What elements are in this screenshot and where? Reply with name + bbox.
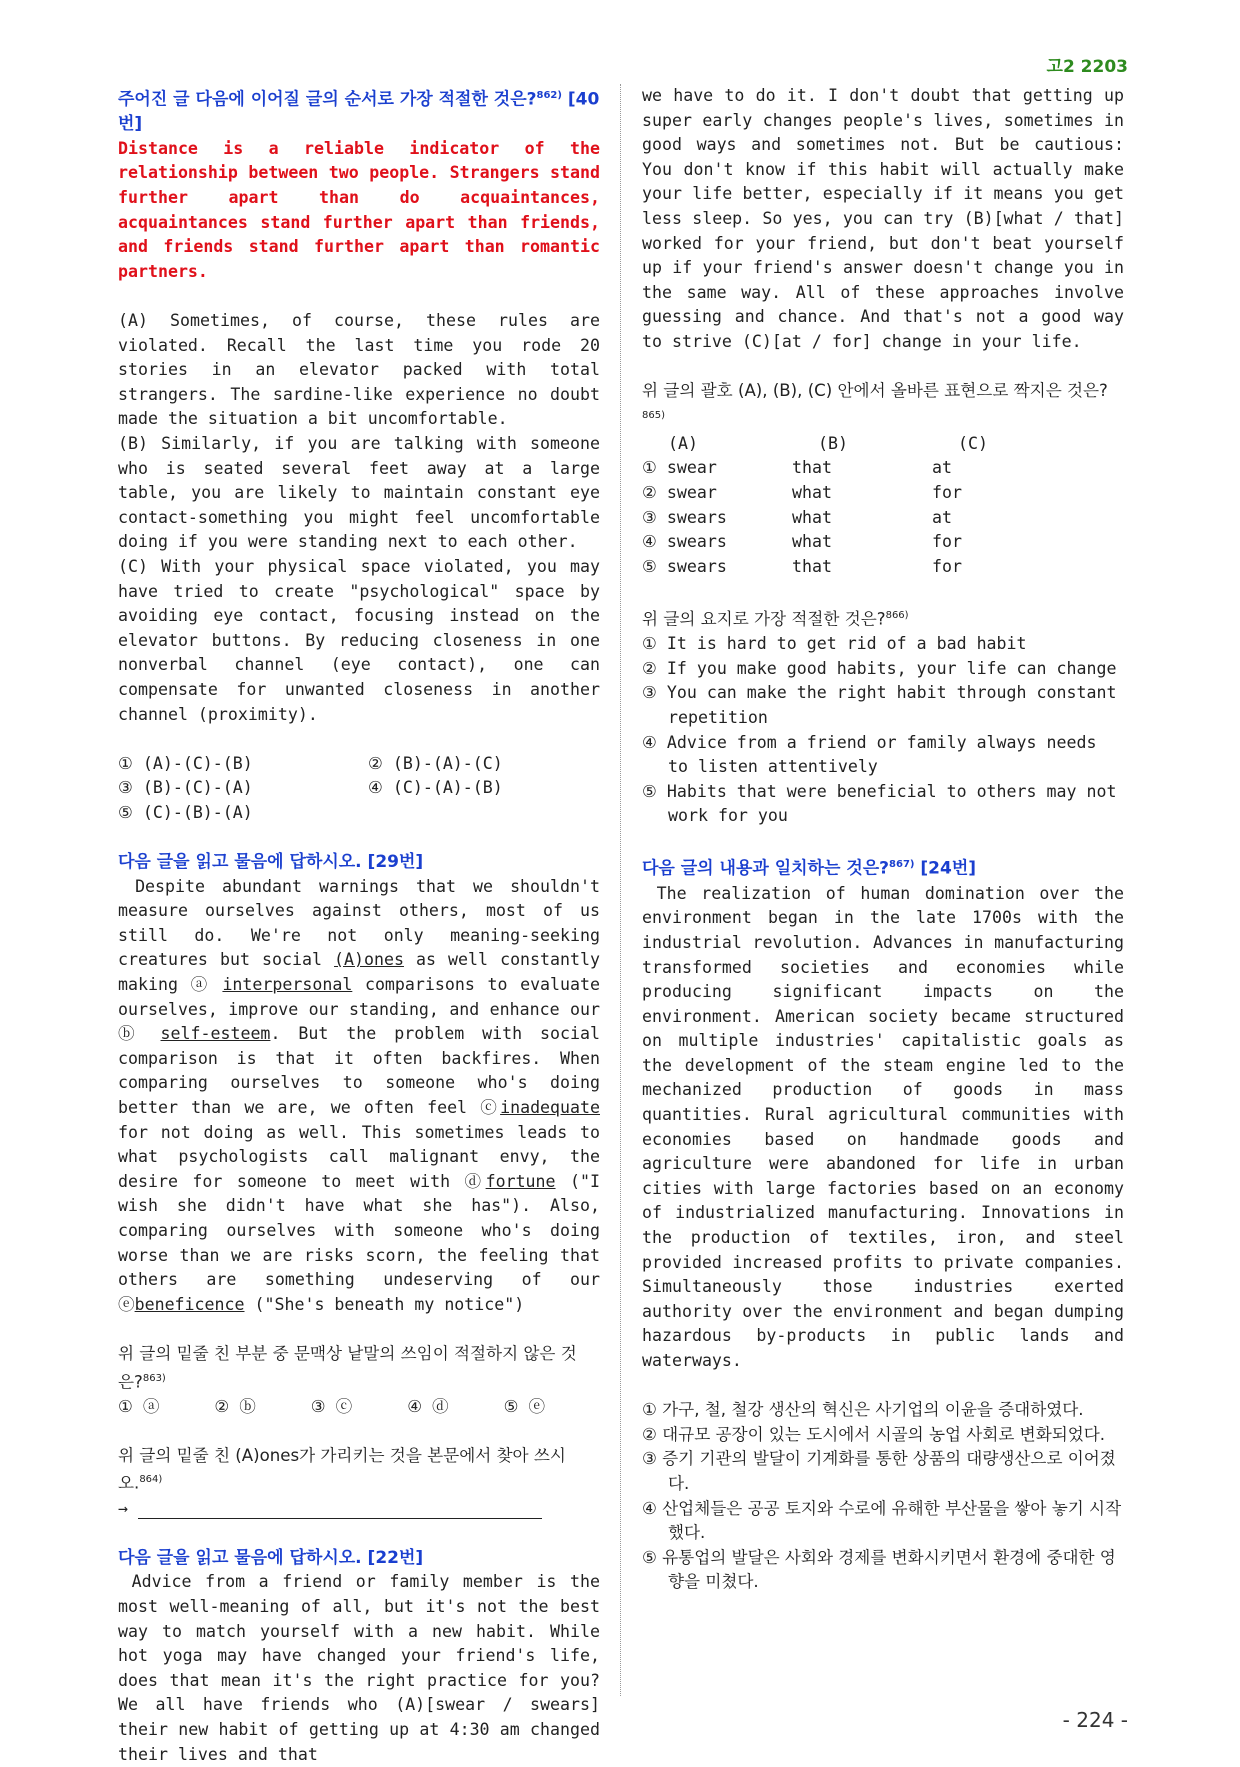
q22-sub2-option[interactable]: ① It is hard to get rid of a bad habit [642,634,1027,654]
column-divider [620,84,621,1696]
q22-passage-part1: Advice from a friend or family member is the most well-meaning of all, but it's not the best way to match yourself with a new habit. While hot yoga may have changed your friend's life, does that mean it's the right practice for you? We all have friends who (A)[swear / swears] their new habit of getting up at 4:30 am changed their lives and that [118,1572,600,1764]
exam-code: 고2 2203 [1046,57,1128,77]
q29-sub2-question: 위 글의 밑줄 친 (A)ones가 가리키는 것을 본문에서 찾아 쓰시오.$^{864)}$ [118,1445,566,1493]
q40-option[interactable]: ③ (B)-(C)-(A) [118,778,253,798]
q24-option[interactable]: ④ 산업체들은 공공 토지와 수로에 유해한 부산물을 쌓아 놓기 시작했다. [642,1498,1122,1543]
q22-sub1-row[interactable]: ① swear that at [642,458,952,478]
q29-sub1-option[interactable]: ④ ⓓ [407,1396,449,1416]
q29-passage: Despite abundant warnings that we shouldn't measure ourselves against others, most of us still do. We're not only meaning-seeking creatures but social (A)ones as well constantly making ⓐ interpersonal comparisons to evaluate ourselves, improve our standing, and enhance our ⓑ self-esteem. But the problem with social comparison is that it often backfires. When comparing ourselves to someone who's doing better than we are, we often feel ⓒinadequate for not doing as well. This sometimes leads to what psychologists call malignant envy, the desire for someone to meet with ⓓfortune ("I wish she didn't have what she has"). Also, comparing ourselves with someone who's doing worse than we are risks scorn, the feeling that others are something undeserving of our ⓔbeneficence ("She's beneath my notice") [118,876,601,1314]
q29-sub1-question: 위 글의 밑줄 친 부분 중 문맥상 낱말의 쓰임이 적절하지 않은 것은?$^{863)}$ [118,1343,577,1392]
q40-option[interactable]: ② (B)-(A)-(C) [368,753,503,773]
q22-sub1-question: 위 글의 괄호 (A), (B), (C) 안에서 올바른 표현으로 짝지은 것은?$^{865)}$ [642,381,1108,421]
q40-paragraph-c: (C) With your physical space violated, you may have tried to create "psychological" space by avoiding eye contact, focusing instead on the elevator buttons. By reducing closeness in one nonverbal channel (eye contact), one can compensate for unwanted closeness in another channel (proximity). [118,556,600,724]
q29-answer-line[interactable]: → [118,1497,600,1522]
q22-sub2-option[interactable]: ⑤ Habits that were beneficial to others may not work for you [642,781,1117,826]
q29-sub1-option[interactable]: ⑤ ⓔ [503,1396,546,1416]
q40-given-text: Distance is a reliable indicator of the relationship between two people. Strangers stand further apart than do acquaintances, acquaintances stand further apart than friends, and friends stand further apart than romantic partners. [118,138,600,281]
underlined-word-b: self-esteem [160,1024,271,1044]
underlined-word-c: inadequate [500,1098,600,1117]
left-column [118,84,600,1767]
q22-heading: 다음 글을 읽고 물음에 답하시오. [22번] [118,1547,424,1568]
q29-sub1-option[interactable]: ③ ⓒ [310,1396,353,1416]
q24-option[interactable]: ① 가구, 철, 철강 생산의 혁신은 사기업의 이윤을 증대하였다. [642,1400,1084,1420]
q22-sub1-row[interactable]: ④ swears what for [642,532,962,552]
q40-paragraph-a: (A) Sometimes, of course, these rules are violated. Recall the last time you rode 20 stories in an elevator packed with total strangers. The sardine-like experience no doubt made the situation a bit uncomfortable. [118,311,600,429]
q29-sub1-option[interactable]: ② ⓑ [214,1396,256,1416]
q40-options [118,752,600,826]
page-number: - 224 - [1062,1708,1128,1732]
q40-option[interactable]: ⑤ (C)-(B)-(A) [118,802,253,822]
q24-option[interactable]: ③ 증기 기관의 발달이 기계화를 통한 상품의 대량생산으로 이어졌다. [642,1449,1116,1493]
right-column [642,84,1124,1595]
q24-passage: The realization of human domination over the environment began in the late 1700s with the industrial revolution. Advances in manufacturing transformed societies and economies while producing significant impacts on the environment. American society became structured on multiple industries' capitalistic goals as the development of the steam engine led to the mechanized production of goods in mass quantities. Rural agricultural communities with economies based on handmade goods and agriculture were abandoned for life in urban cities with large factories based on an economy of industrialized manufacturing. Innovations in the production of textiles, iron, and steel provided increased profits to private companies. Simultaneously those industries exerted authority over the environment and began dumping hazardous by-products in public lands and waterways. [642,883,1124,1370]
q29-sub1-option[interactable]: ① ⓐ [118,1396,160,1416]
q22-sub2-option[interactable]: ③ You can make the right habit through constant repetition [642,683,1117,727]
q24-option[interactable]: ⑤ 유통업의 발달은 사회와 경제를 변화시키면서 환경에 중대한 영향을 미쳤다. [642,1547,1116,1592]
q40-option[interactable]: ④ (C)-(A)-(B) [368,778,503,798]
q22-sub2-option[interactable]: ② If you make good habits, your life can change [642,658,1117,678]
q22-sub1-row[interactable]: ② swear what for [642,483,962,503]
q40-heading: 주어진 글 다음에 이어질 글의 순서로 가장 적절한 것은?$^{862)}$ [40번] [118,89,600,135]
q22-sub2-question: 위 글의 요지로 가장 적절한 것은?$^{866)}$ [642,609,909,629]
q40-option[interactable]: ① (A)-(C)-(B) [118,753,253,773]
underlined-word-a: interpersonal [222,975,353,995]
q22-sub1-table-head: (A) (B) (C) [668,433,988,453]
answer-blank[interactable] [138,1500,542,1519]
q40-paragraph-b: (B) Similarly, if you are talking with someone who is seated several feet away at a large table, you are likely to maintain constant eye contact-something you might feel uncomfortable doing if you were standing next to each other. [118,433,600,552]
underlined-word-e: beneficence [134,1294,245,1314]
q22-sub2-option[interactable]: ④ Advice from a friend or family always needs to listen attentively [642,732,1097,777]
q29-heading: 다음 글을 읽고 물음에 답하시오. [29번] [118,852,424,873]
q22-sub1-row[interactable]: ③ swears what at [642,507,952,527]
underlined-word-d: fortune [485,1171,556,1191]
underlined-ones: (A)ones [334,950,404,970]
q29-sub1-options [118,1395,600,1420]
q22-sub1-row[interactable]: ⑤ swears that for [642,556,962,576]
q24-heading: 다음 글의 내용과 일치하는 것은?$^{867)}$ [24번] [642,859,977,880]
q24-option[interactable]: ② 대규모 공장이 있는 도시에서 시골의 농업 사회로 변화되었다. [642,1424,1106,1444]
q22-passage-part2: we have to do it. I don't doubt that getting up super early changes people's lives, sometimes in good ways and sometimes not. But be cautious: You don't know if this habit will actually make your life better, especially if it means you get less sleep. So yes, you can try (B)[what / that] worked for your friend, but don't beat yourself up if your friend's answer doesn't change you in the same way. All of these approaches involve guessing and chance. And that's not a good way to strive (C)[at / for] change in your life. [642,86,1124,351]
